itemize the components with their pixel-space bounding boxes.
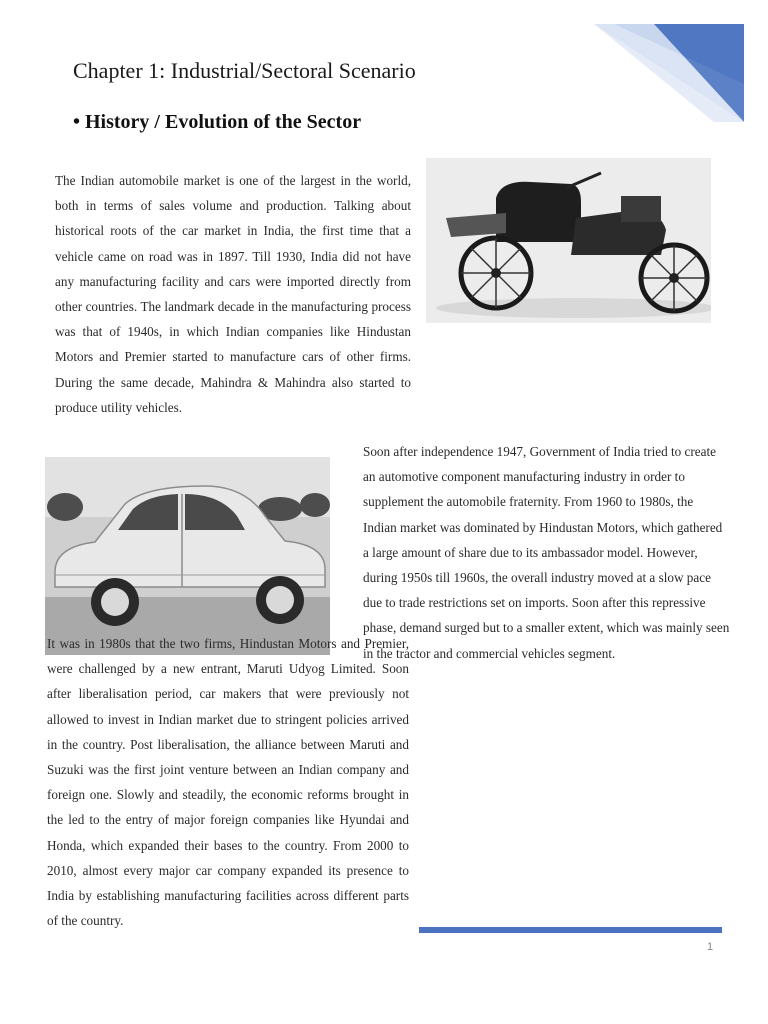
page-number: 1 bbox=[707, 941, 714, 953]
paragraph-liberalisation: It was in 1980s that the two firms, Hindustan Motors and Premier, were challenged by a new entrant, Maruti Udyog Limited. Soon after liberalisation period, car makers that were previously not allowed to invest in Indian market due to stringent policies arrived in the country. Post liberalisation, the alliance between Maruti and Suzuki was the first joint venture between an Indian company and foreign one. Slowly and steadily, the economic reforms brought in the led to the entry of major foreign companies like Hyundai and Honda, which expanded their bases to the country. From 2000 to 2010, almost every major car company expanded its presence to India by establishing manufacturing facilities across different parts of the country. bbox=[47, 636, 409, 929]
section-heading: • History / Evolution of the Sector bbox=[73, 111, 362, 133]
corner-decoration bbox=[594, 24, 744, 122]
ambassador-car-photo bbox=[45, 457, 330, 655]
paragraph-post-independence: Soon after independence 1947, Government of India tried to create an automotive component manufacturing industry in order to supplement the automobile fraternity. From 1960 to 1980s, the Indian market was dominated by Hindustan Motors, which gathered a large amount of share due to its ambassador model. However, during 1950s till 1960s, the overall industry moved at a slow pace due to trade restrictions set on imports. Soon after this repressive phase, demand surged but to a smaller extent, which was mainly seen in the tractor and commercial vehicles segment. bbox=[363, 444, 730, 661]
vintage-car-photo bbox=[426, 158, 711, 323]
footer-accent-bar bbox=[419, 927, 722, 933]
paragraph-history-intro: The Indian automobile market is one of the largest in the world, both in terms of sales volume and production. Talking about historical roots of the car market in India, the first time that a vehicle came on road was in 1897. Till 1930, India did not have any manufacturing facility and cars were imported directly from other countries. The landmark decade in the manufacturing process was that of 1940s, in which Indian companies like Hindustan Motors and Premier started to manufacture cars of other firms. During the same decade, Mahindra & Mahindra also started to produce utility vehicles. bbox=[55, 173, 411, 415]
chapter-title: Chapter 1: Industrial/Sectoral Scenario bbox=[73, 58, 416, 83]
